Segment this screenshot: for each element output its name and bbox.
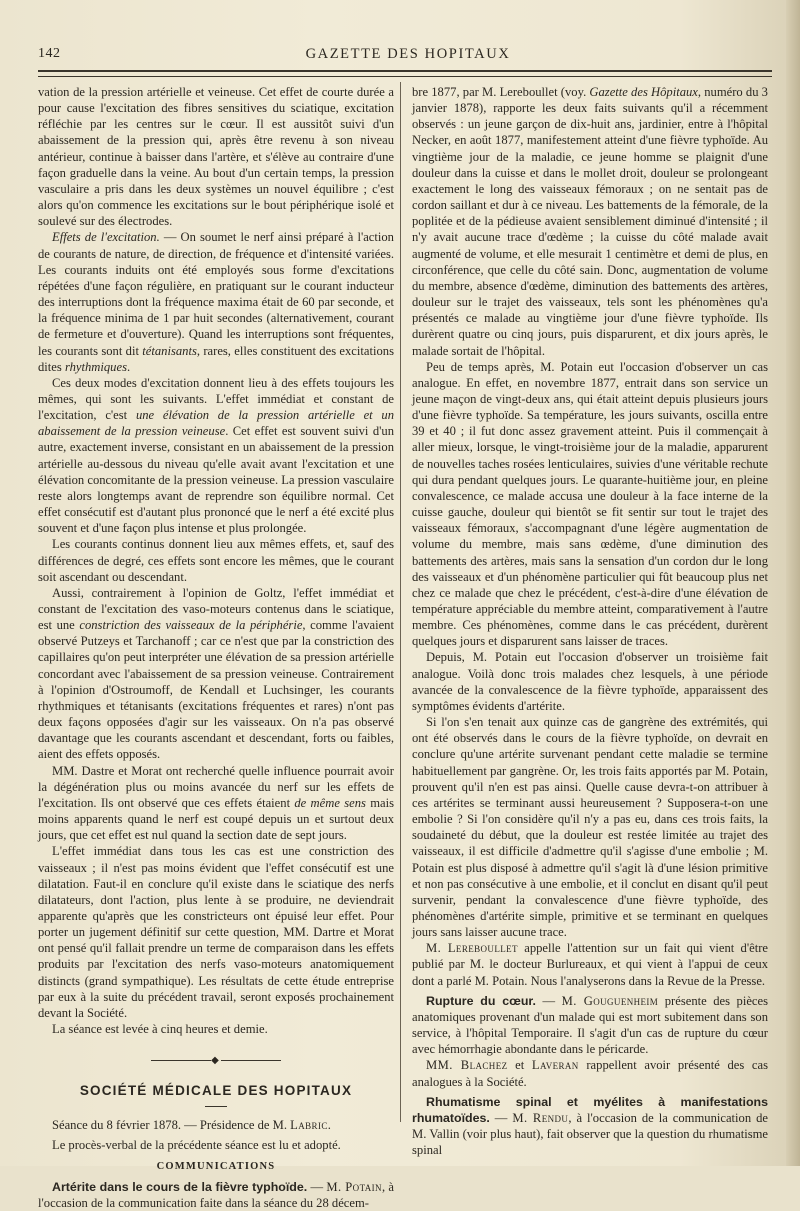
- article-title: Artérite dans le cours de la fièvre typhoïde.: [52, 1180, 308, 1194]
- running-title: GAZETTE DES HOPITAUX: [305, 46, 511, 62]
- paragraph: Effets de l'excitation. — On soumet le nerf ainsi préparé à l'action de courants de nature, de direction, de fréquence et d'intensité variées. Les courants induits ont été employés sous forme d'excitations répétées d'une façon régulière, en pratiquant sur le courant inducteur des interruptions dont la fréquence maxima était de 60 par seconde, et la fréquence minima de 1 par huit secondes (alternativement, courant de fermeture et d'ouverture). Quand les interruptions sont fréquentes, les courants sont dit tétanisants, rares, elles constituent des excitations dites rhythmiques.: [38, 230, 394, 374]
- article-title: Rupture du cœur.: [426, 993, 537, 1008]
- paragraph: MM. Blachez et Laveran rappellent avoir présenté des cas analogues à la Société.: [412, 1058, 768, 1089]
- paragraph: vation de la pression artérielle et veineuse. Cet effet de courte durée a pour cause l'excitation des fibres sensitives du sciatique, excitation réfléchie par les centres sur le cœur. Il est aussitôt suivi d'un abaissement de la pression qui, après être revenu à son niveau antérieur, continue à baisser dans l'artère, et s'élève au contraire d'une façon graduelle dans la veine. Au bout d'un certain temps, la pression vasculaire a pris dans les deux systèmes un nouvel équilibre ; c'est alors qu'on commence les excitations sur le bout périphérique isolé et soulevé sur des électrodes.: [38, 85, 394, 229]
- page-number: 142: [38, 46, 61, 61]
- proces-verbal-line: Le procès-verbal de la précédente séance est lu et adopté.: [52, 1137, 341, 1152]
- author-name: M. Lereboullet: [426, 941, 518, 956]
- author-name: MM. Blachez: [426, 1058, 508, 1073]
- paragraph: Depuis, M. Potain eut l'occasion d'observer un troisième fait analogue. Voilà donc trois malades chez lesquels, à une période avancée de la convalescence de la fièvre typhoïde, apparaissent des symptômes évidents d'artérite.: [412, 650, 768, 713]
- paragraph-lead: Effets de l'excitation.: [52, 230, 160, 245]
- seance-line: Séance du 8 février 1878. — Présidence de M. Labric.: [52, 1117, 331, 1132]
- communications-heading: COMMUNICATIONS: [156, 1160, 276, 1172]
- president-name: Labric: [290, 1117, 328, 1132]
- section-separator-ornament: ◆: [38, 1053, 394, 1069]
- page-header: [38, 44, 778, 66]
- section-title: SOCIÉTÉ MÉDICALE DES HOPITAUX: [79, 1083, 353, 1099]
- left-column: [38, 84, 394, 1211]
- header-rule: [38, 70, 772, 77]
- paragraph: Les courants continus donnent lieu aux mêmes effets, et, sauf des différences de degré, ces effets sont encore les mêmes, que le courant soit ascendant ou descendant.: [38, 537, 394, 584]
- paragraph: L'effet immédiat dans tous les cas est une constriction des vaisseaux ; il n'est pas moins évident que l'effet consécutif est une dilatation. Faut-il en conclure qu'il existe dans le sciatique des nerfs dilatateurs, dont l'action, plus lente à se produire, ne deviendrait apparente qu'après que les constricteurs ont épuisé leur effet. Pour porter un jugement définitif sur cette question, MM. Dartre et Morat ont pensé qu'il fallait prendre un terme de comparaison dans les effets produits par l'excitation des nerfs vaso-moteurs anatomiquement distincts (grand sympathique). Les résultats de cette étude entreprise par eux à la suite du précédent travail, seront exposés prochainement devant la Société.: [38, 844, 394, 1020]
- author-name: M. Rendu: [512, 1110, 569, 1125]
- section-title-rule: [205, 1106, 227, 1107]
- article-title: Rhumatisme spinal et myélites à manifestations rhumatoïdes.: [412, 1094, 768, 1125]
- paragraph: Aussi, contrairement à l'opinion de Goltz, l'effet immédiat et constant de l'excitation des vaso-moteurs contenus dans le sciatique, est une constriction des vaisseaux de la périphérie, comme l'avaient observé Putzeys et Tarchanoff ; car ce n'est que par la constriction des capillaires qu'on peut interpréter une élévation de sa pression artérielle concordant avec l'abaissement de sa pression veineuse. Contrairement à l'opinion d'Ostroumoff, de Kendall et Luchsinger, les courants rhythmiques et tétanisants (excitations fréquentes et rares) n'ont pas deux façons opposées d'agir sur les vaisseaux. On n'a pas observé davantage que les courants ascendant et descendant, forts ou faibles, aient des effets opposés.: [38, 585, 394, 762]
- paragraph: Si l'on s'en tenait aux quinze cas de gangrène des extrémités, qui ont été observés dans le cours de la fièvre typhoïde, on devrait en conclure qu'une artérite survenant pendant cette maladie se termine habituellement par gangrène. Or, les trois faits apportés par M. Potain, prouvent qu'il n'en est pas ainsi. Quelle cause devra-t-on attribuer à ces artérites se terminant aussi heureusement ? Supposera-t-on une embolie ? Si l'on considère qu'il n'y a pas eu, dans ces trois faits, la soudaineté du début, que la douleur est restée limitée au trajet des vaisseaux, il est difficile d'admettre qu'il s'agisse d'une embolie ; M. Potain est plus disposé à admettre qu'il s'agit là d'une lésion primitive et non pas consécutive à une embolie, et il conclut en disant qu'il peut survenir, pendant la convalescence d'une fièvre typhoïde, des phénomènes d'artérite simple, primitive et se terminant en quelques jours sans laisser aucune trace.: [412, 715, 768, 940]
- paragraph: Peu de temps après, M. Potain eut l'occasion d'observer un cas analogue. En effet, en novembre 1877, entrait dans son service un jeune maçon de vingt-deux ans, qui était atteint depuis plusieurs jours d'une fièvre typhoïde. Sa température, les jours suivants, oscilla entre 39 et 40 ; il fut donc assez gravement atteint. Puis il commençait à aller mieux, lorsque, le vingt-troisième jour de la maladie, apparurent de nouvelles taches rosées lenticulaires, suivies d'une véritable rechute qui dura pendant quelques jours. Le quarante-huitième jour, en pleine convalescence, ce malade accusa une douleur à la face interne de la cuisse gauche, douleur qui bientôt se fit sentir sur tout le trajet des vaisseaux fémoraux, s'accompagnant d'une légère augmentation de volume du membre, mais sans œdème, d'une diminution des battements des artères, mais sans la sensation d'un cordon dur le long des vaisseaux et d'un phénomène particulier qui fût beaucoup plus net chez ce malade que chez le précédent, c'est-à-dire d'une élévation de température appréciable du membre atteint, comparativement à l'autre membre. Ces phénomènes, comme dans le cas précédent, durèrent quelques jours et disparurent sans laisser de traces.: [412, 359, 768, 649]
- paragraph: Artérite dans le cours de la fièvre typhoïde. — M. Potain, à l'occasion de la communication faite dans la séance du 28 décem-: [38, 1180, 394, 1211]
- paragraph: La séance est levée à cinq heures et demie.: [52, 1022, 268, 1037]
- paragraph: Ces deux modes d'excitation donnent lieu à des effets toujours les mêmes, qui sont les suivants. L'effet immédiat et constant de l'excitation, c'est une élévation de la pression artérielle et un abaissement de la pression veineuse. Cet effet est souvent suivi d'un autre, exactement inverse, consistant en un abaissement de la pression artérielle au-dessous du niveau qu'elle avait avant l'excitation et une élévation concomitante de la pression veineuse. La pression vasculaire reste alors longtemps avant de reprendre son équilibre normal. Cet effet consécutif est d'autant plus prononcé que le nerf a été excité plus souvent et d'une façon plus intense et plus prolongée.: [38, 375, 395, 536]
- paragraph: bre 1877, par M. Lereboullet (voy. Gazette des Hôpitaux, numéro du 3 janvier 1878), rapporte les deux faits suivants qu'il a récemment observés : un jeune garçon de dix-huit ans, jardinier, entre à l'hôpital Necker, en août 1877, manifestement atteint d'une fièvre typhoïde. Au vingtième jour de la maladie, ce jeune homme se plaignit d'une douleur dans la cuisse et dans le mollet droit, douleur se prolongeant exactement le long des vaisseaux fémoraux ; on ne sentait pas de cordon saillant et dur à ce niveau. Les battements de la fémorale, de la poplitée et de la pédieuse avaient sensiblement diminué d'intensité ; il n'y avait aucune trace d'œdème ; la cuisse du côté malade avait augmenté de volume, et elle mesurait 1 centimètre et demi de plus, en circonférence, que celle du côté sain. Donc, augmentation de volume du membre, absence d'œdème, diminution des battements des artères, douleur sur le trajet des vaisseaux, tels sont les phénomènes qu'a présentés ce malade au vingtième jour d'une fièvre typhoïde. Ils durèrent quatre ou cinq jours, puis disparurent, et dix jours après, le malade sortait de l'hôpital.: [412, 85, 768, 358]
- paragraph: Rhumatisme spinal et myélites à manifestations rhumatoïdes. — M. Rendu, à l'occasion de la communication de M. Vallin (voir plus haut), fait observer que la question du rhumatisme spinal: [412, 1094, 769, 1158]
- author-name: M. Gouguenheim: [561, 993, 659, 1008]
- paragraph: Rupture du cœur. — M. Gouguenheim présente des pièces anatomiques provenant d'un malade qui est mort subitement dans son service, à l'hôpital Temporaire. Il s'agit d'un cas de rupture du cœur avec hémorrhagie abondante dans le péricarde.: [412, 993, 768, 1057]
- page-spine-shadow: [786, 0, 800, 1166]
- author-name: Laveran: [531, 1058, 579, 1073]
- right-column: [412, 84, 768, 1158]
- paragraph: MM. Dastre et Morat ont recherché quelle influence pourrait avoir la dégénération plus ou moins avancée du nerf sur les effets de l'excitation. Ils ont observé que ces effets étaient de même sens mais moins apparents quand le nerf est coupé depuis un et surtout deux jours, que cet effet est nul quand la section date de sept jours.: [38, 763, 394, 843]
- column-divider: [400, 82, 401, 1122]
- paragraph: M. Lereboullet appelle l'attention sur un fait qui vient d'être publié par M. le docteur Burlureaux, et qui vient à l'appui de ceux dont a parlé M. Potain. Nous l'analyserons dans la Revue de la Presse.: [412, 941, 768, 988]
- author-name: M. Potain: [326, 1180, 382, 1194]
